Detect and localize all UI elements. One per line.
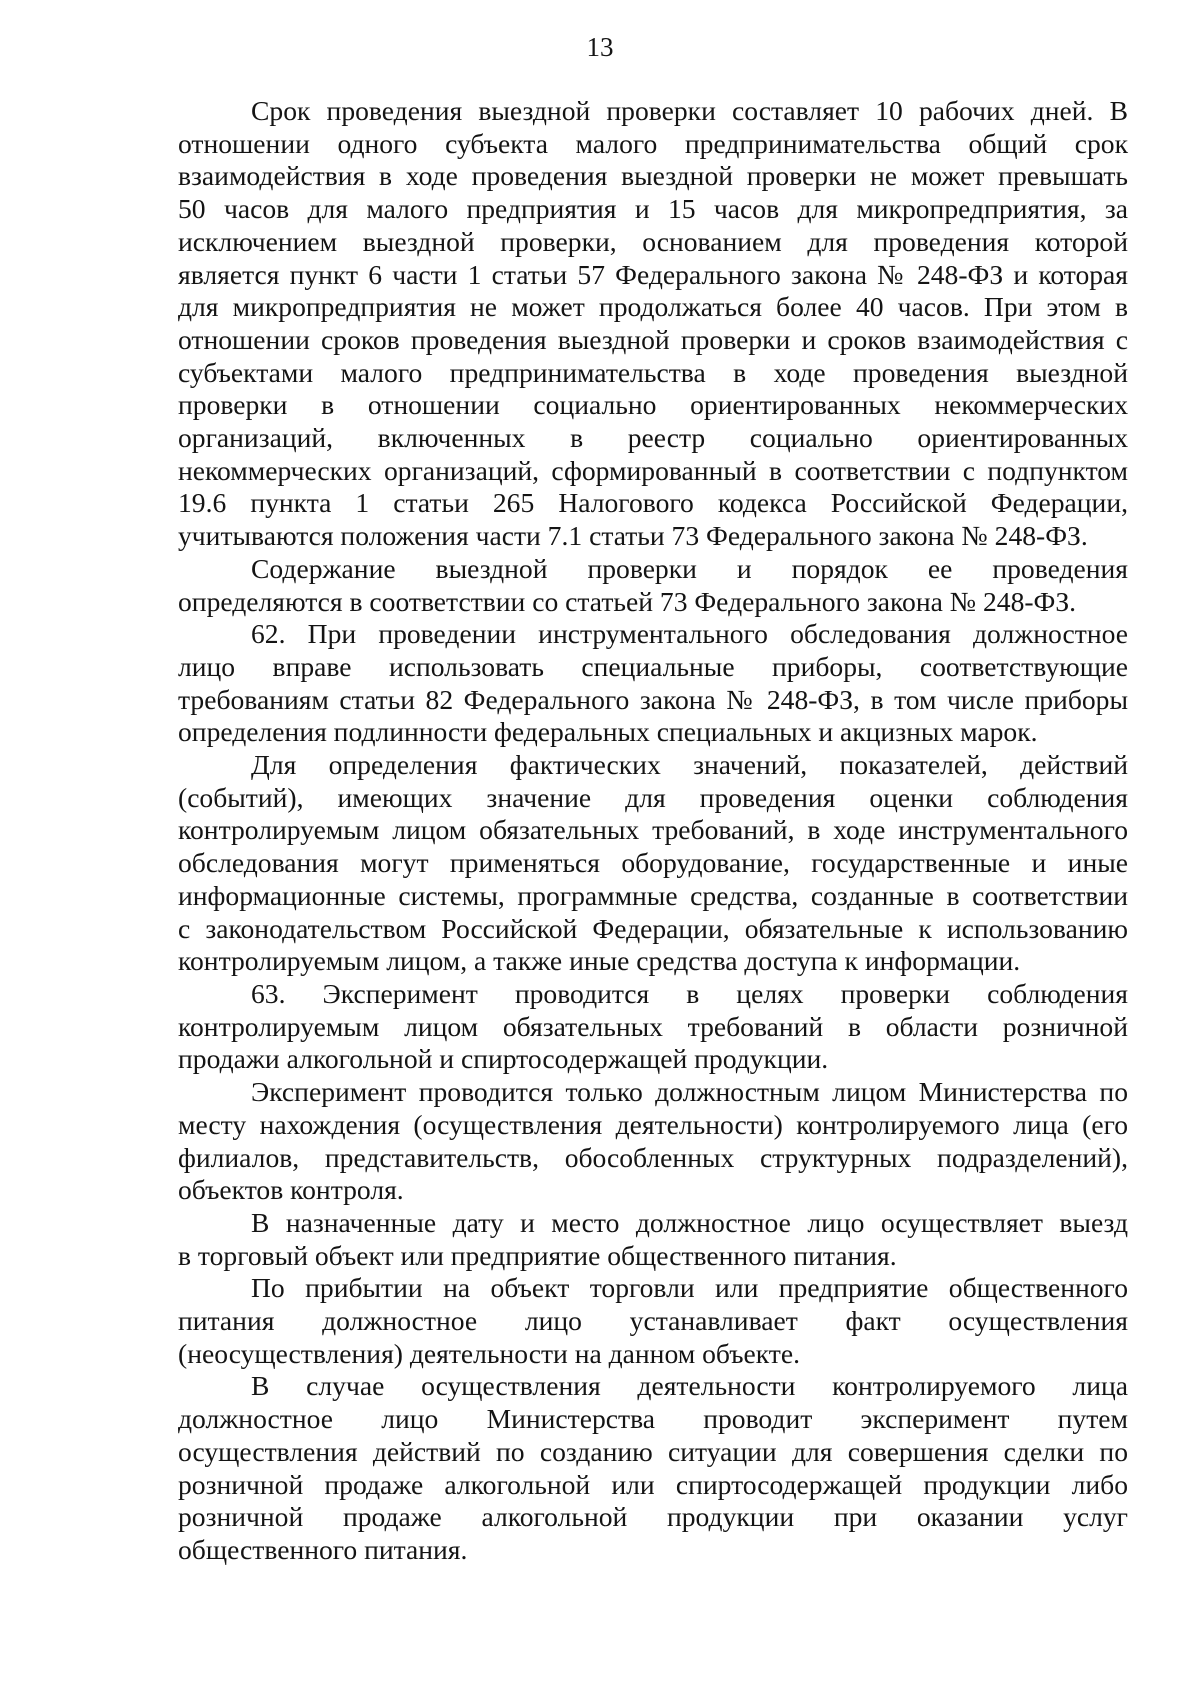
- text-line: обследования могут применяться оборудование, государственные и иные: [178, 847, 1128, 879]
- paragraph: [178, 1272, 1128, 1370]
- text-line: (событий), имеющих значение для проведения оценки соблюдения: [178, 781, 1128, 813]
- text-line: в торговый объект или предприятие общественного питания.: [178, 1239, 897, 1271]
- text-line: субъектами малого предпринимательства в ходе проведения выездной: [178, 356, 1128, 388]
- text-line: отношении одного субъекта малого предпринимательства общий срок: [178, 127, 1128, 159]
- text-line: информационные системы, программные средства, созданные в соответствии: [178, 879, 1128, 911]
- text-line: Эксперимент проводится только должностным лицом Министерства по: [251, 1076, 1128, 1108]
- text-line: с законодательством Российской Федерации, обязательные к использованию: [178, 912, 1128, 944]
- text-line: питания должностное лицо устанавливает факт осуществления: [178, 1305, 1128, 1337]
- text-line: взаимодействия в ходе проведения выездной проверки не может превышать: [178, 160, 1128, 192]
- text-line: некоммерческих организаций, сформированный в соответствии с подпунктом: [178, 454, 1128, 486]
- text-line: розничной продаже алкогольной или спиртосодержащей продукции либо: [178, 1468, 1128, 1500]
- paragraph: [178, 1076, 1128, 1207]
- text-line: для микропредприятия не может продолжаться более 40 часов. При этом в: [178, 291, 1128, 323]
- text-line: 62. При проведении инструментального обследования должностное: [251, 618, 1128, 650]
- text-line: осуществления действий по созданию ситуации для совершения сделки по: [178, 1435, 1128, 1467]
- text-line: исключением выездной проверки, основанием для проведения которой: [178, 225, 1128, 257]
- paragraph: [178, 749, 1128, 978]
- document-body: [178, 95, 1128, 1567]
- text-line: является пункт 6 части 1 статьи 57 Федерального закона № 248-ФЗ и которая: [178, 258, 1128, 290]
- paragraph: [178, 553, 1128, 618]
- text-line: филиалов, представительств, обособленных структурных подразделений),: [178, 1141, 1128, 1173]
- paragraph: [178, 978, 1128, 1076]
- text-line: розничной продаже алкогольной продукции при оказании услуг: [178, 1501, 1128, 1533]
- paragraph: [178, 618, 1128, 749]
- paragraph: [178, 1207, 1128, 1272]
- text-line: Содержание выездной проверки и порядок ее проведения: [251, 552, 1128, 584]
- text-line: (неосуществления) деятельности на данном объекте.: [178, 1337, 800, 1369]
- text-line: проверки в отношении социально ориентированных некоммерческих: [178, 389, 1128, 421]
- text-line: По прибытии на объект торговли или предприятие общественного: [251, 1272, 1128, 1304]
- text-line: контролируемым лицом обязательных требований, в ходе инструментального: [178, 814, 1128, 846]
- text-line: отношении сроков проведения выездной проверки и сроков взаимодействия с: [178, 323, 1128, 355]
- text-line: 50 часов для малого предприятия и 15 часов для микропредприятия, за: [178, 193, 1128, 225]
- text-line: продажи алкогольной и спиртосодержащей продукции.: [178, 1043, 829, 1075]
- text-line: объектов контроля.: [178, 1174, 404, 1206]
- text-line: месту нахождения (осуществления деятельности) контролируемого лица (его: [178, 1108, 1128, 1140]
- text-line: должностное лицо Министерства проводит эксперимент путем: [178, 1403, 1128, 1435]
- text-line: учитываются положения части 7.1 статьи 73 Федерального закона № 248-ФЗ.: [178, 520, 1088, 552]
- text-line: контролируемым лицом обязательных требований в области розничной: [178, 1010, 1128, 1042]
- text-line: В назначенные дату и место должностное лицо осуществляет выезд: [251, 1206, 1128, 1238]
- text-line: лицо вправе использовать специальные приборы, соответствующие: [178, 650, 1128, 682]
- paragraph: [178, 95, 1128, 553]
- text-line: общественного питания.: [178, 1533, 468, 1565]
- text-line: требованиям статьи 82 Федерального закона № 248-ФЗ, в том числе приборы: [178, 683, 1128, 715]
- text-line: 63. Эксперимент проводится в целях проверки соблюдения: [251, 977, 1128, 1009]
- text-line: контролируемым лицом, а также иные средства доступа к информации.: [178, 945, 1021, 977]
- text-line: организаций, включенных в реестр социально ориентированных: [178, 422, 1128, 454]
- text-line: Для определения фактических значений, показателей, действий: [251, 749, 1128, 781]
- text-line: Срок проведения выездной проверки составляет 10 рабочих дней. В: [251, 95, 1128, 126]
- text-line: В случае осуществления деятельности контролируемого лица: [251, 1370, 1128, 1402]
- text-line: 19.6 пункта 1 статьи 265 Налогового кодекса Российской Федерации,: [178, 487, 1128, 519]
- page-number: 13: [586, 32, 614, 62]
- text-line: определения подлинности федеральных специальных и акцизных марок.: [178, 716, 1038, 748]
- text-line: определяются в соответствии со статьей 73 Федерального закона № 248-ФЗ.: [178, 585, 1077, 617]
- paragraph: [178, 1370, 1128, 1566]
